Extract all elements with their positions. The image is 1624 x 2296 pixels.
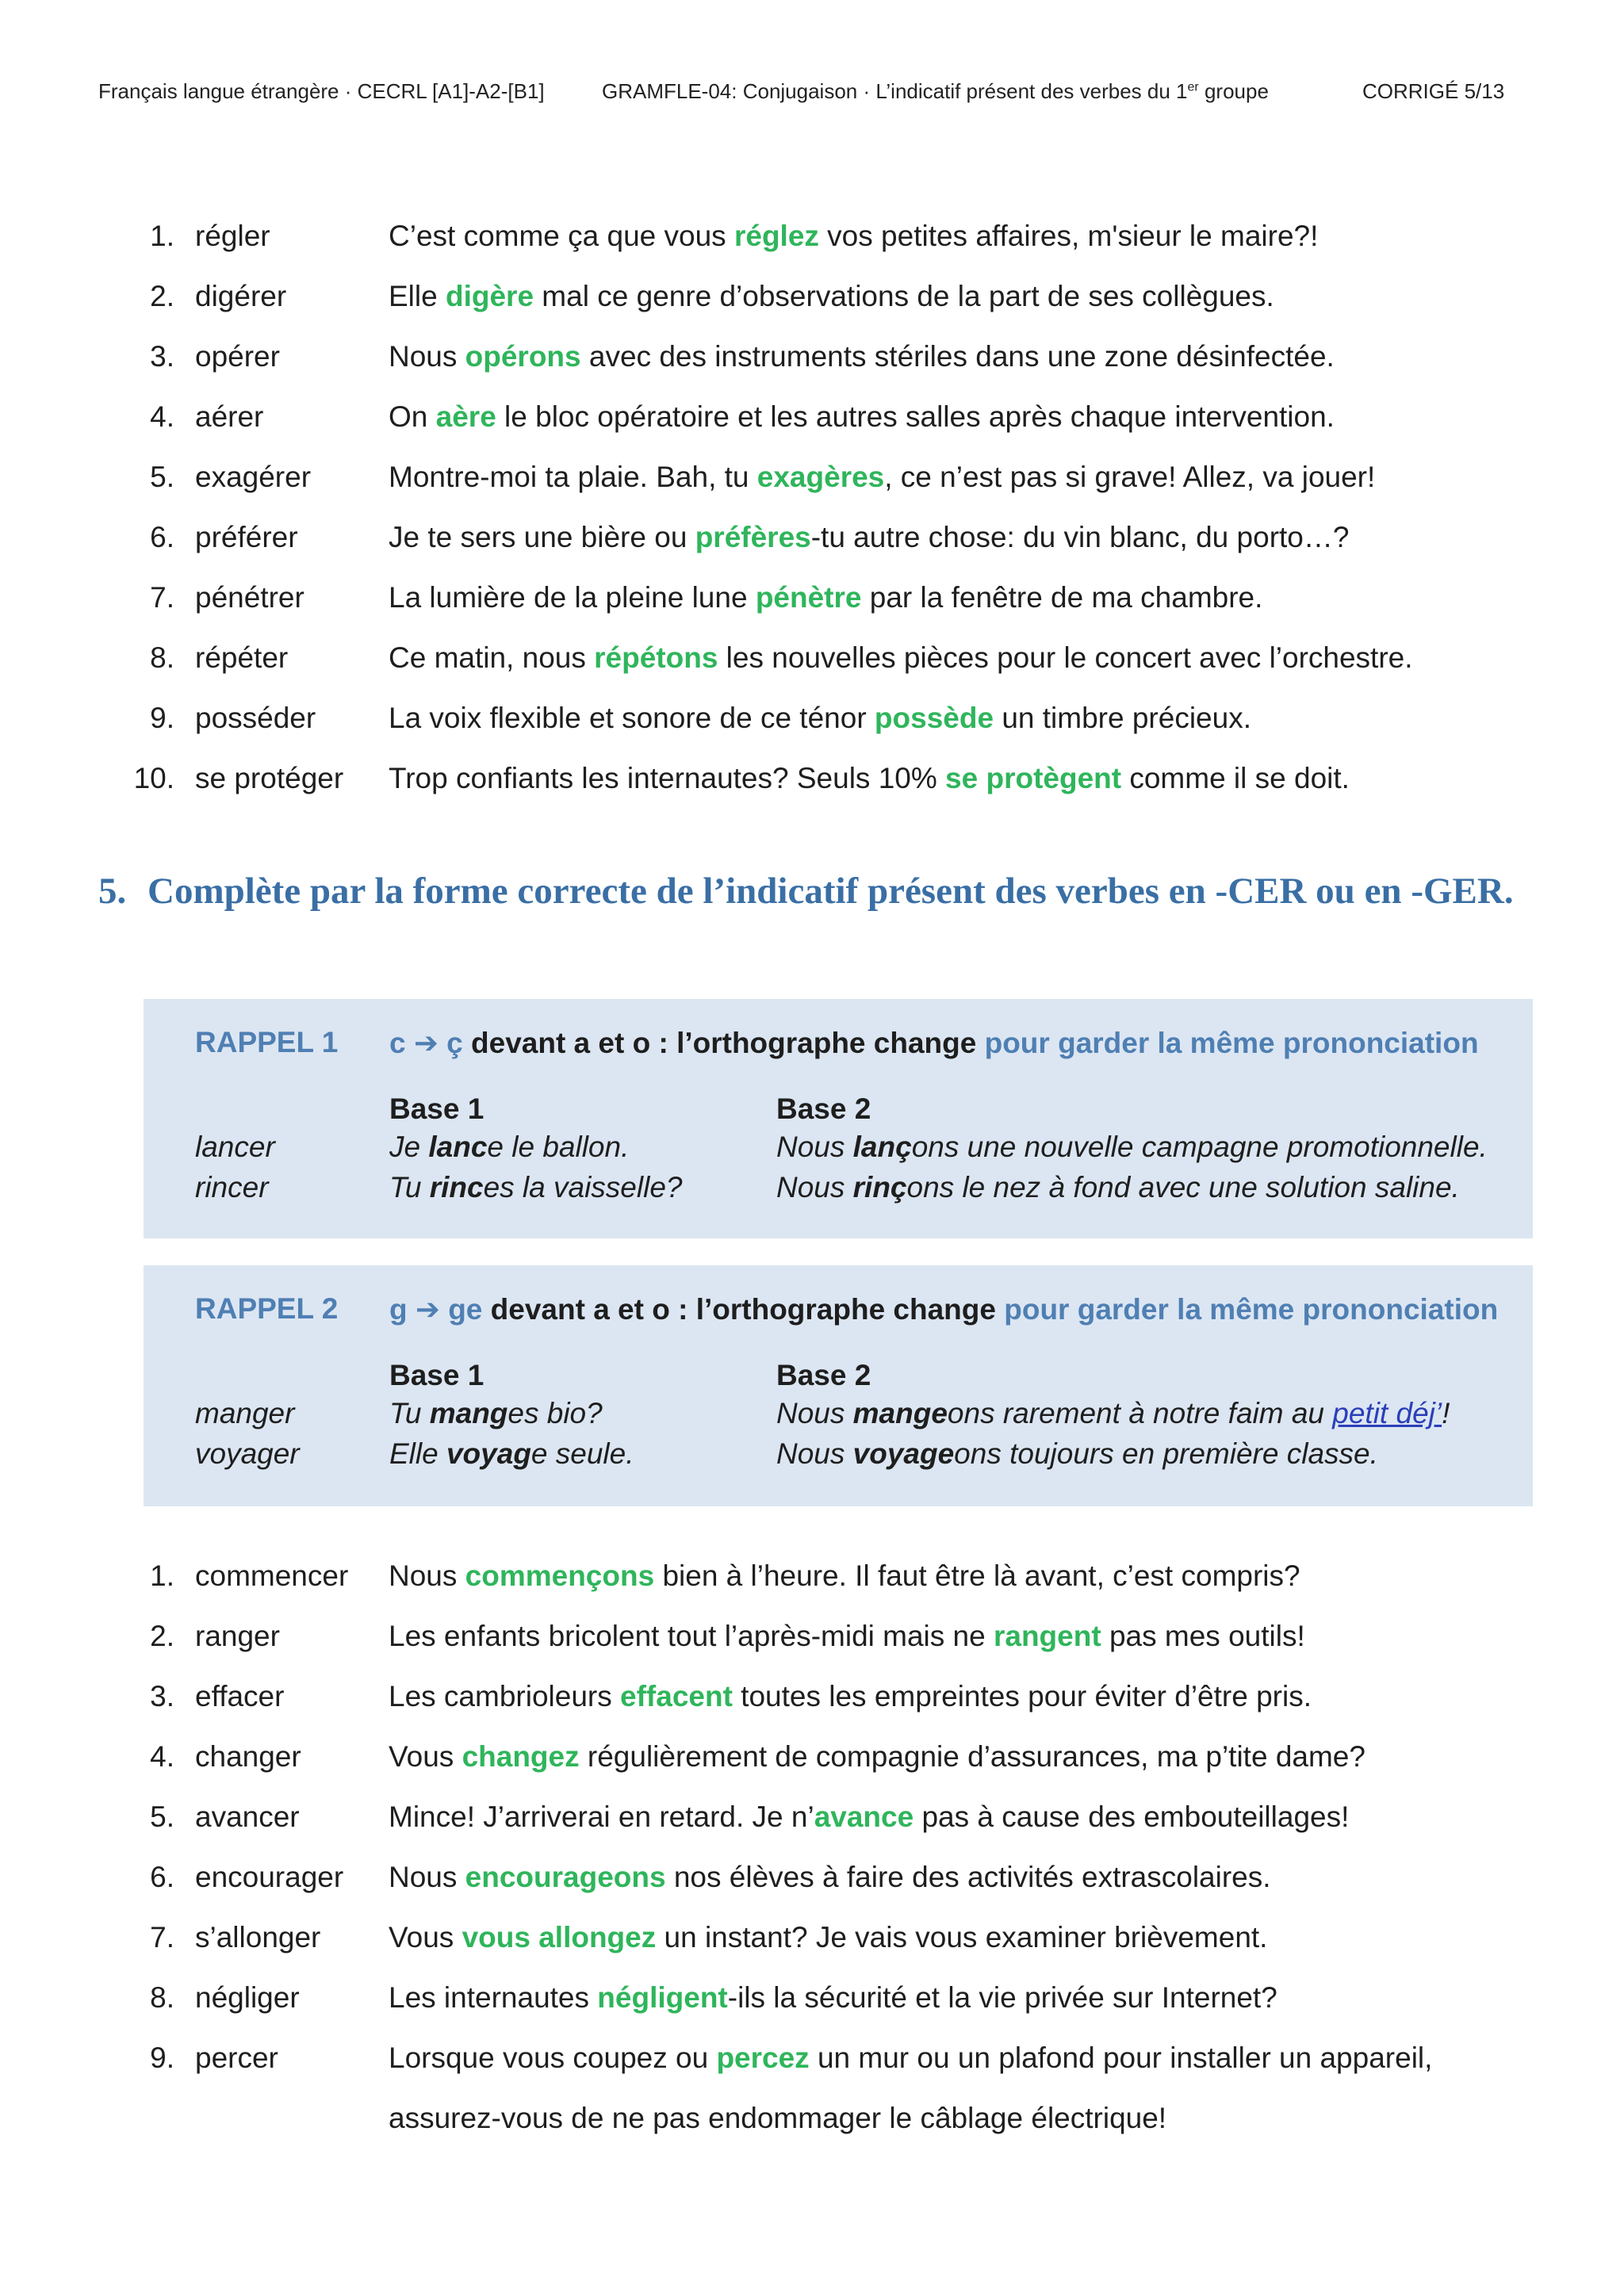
item-verb: s’allonger [195, 1921, 321, 1954]
rappel-1-box [144, 999, 1533, 1238]
answer-text: aère [435, 400, 496, 433]
item-sentence [389, 579, 1262, 617]
item-number: 4. [150, 400, 174, 433]
item-number: 9. [150, 2042, 174, 2074]
example-base1: Tu rinces la vaisselle? [389, 1171, 683, 1203]
answer-text: digère [445, 280, 534, 312]
answer-text: se protègent [945, 762, 1122, 794]
answer-text: changez [462, 1740, 580, 1773]
list-item [127, 398, 1522, 436]
example-base2: Nous voyageons toujours en première classe. [776, 1437, 1378, 1470]
item-verb: ranger [195, 1620, 280, 1652]
sentence-text: La lumière de la pleine lune [389, 581, 756, 614]
sentence-text: régulièrement de compagnie d’assurances, ma p’tite dame? [579, 1740, 1365, 1773]
example-stem: mang [429, 1397, 508, 1429]
item-sentence [389, 1678, 1312, 1716]
list-item [127, 1738, 1522, 1776]
petit-dej-link[interactable]: petit déj’ [1332, 1397, 1442, 1429]
item-verb: se protéger [195, 762, 344, 794]
item-sentence [389, 1858, 1271, 1896]
item-number: 5. [150, 461, 174, 493]
answer-text: encourageons [465, 1861, 666, 1893]
rappel-1-base1-heading: Base 1 [389, 1093, 485, 1125]
sentence-text: pas à cause des embouteillages! [914, 1800, 1350, 1833]
answer-text: effacent [620, 1680, 733, 1712]
answer-text: opérons [465, 340, 581, 373]
answer-text: rangent [993, 1620, 1101, 1652]
item-verb: préférer [195, 521, 298, 553]
sentence-text: Vous [389, 1921, 462, 1954]
example-verb: manger [195, 1397, 295, 1429]
example-stem: lanç [852, 1131, 912, 1163]
example-base2: Nous rinçons le nez à fond avec une solution saline. [776, 1171, 1460, 1203]
example-stem: voyage [852, 1437, 955, 1470]
item-verb: régler [195, 220, 270, 252]
example-verb: voyager [195, 1437, 300, 1470]
item-verb: commencer [195, 1559, 349, 1592]
item-number: 6. [150, 521, 174, 553]
arrow-right-icon: ➔ [413, 1027, 439, 1059]
item-sentence [389, 1798, 1349, 1836]
list-item [127, 1858, 1522, 1896]
example-verb: rincer [195, 1171, 269, 1203]
answer-text: commençons [465, 1559, 655, 1592]
item-verb: digérer [195, 280, 287, 312]
sentence-text: pas mes outils! [1101, 1620, 1305, 1652]
answer-text: percez [716, 2042, 810, 2074]
example-base1: Je lance le ballon. [389, 1131, 630, 1163]
item-sentence [389, 2039, 1432, 2077]
item-sentence [389, 458, 1375, 496]
sentence-text: Elle [389, 280, 446, 312]
rappel-1-base2-heading: Base 2 [776, 1093, 871, 1125]
item-sentence [389, 1738, 1365, 1776]
item-verb: négliger [195, 1981, 300, 2014]
answer-text: exagères [756, 461, 885, 493]
sentence-text: Mince! J’arriverai en retard. Je n’ [389, 1800, 814, 1833]
item-verb: opérer [195, 340, 280, 373]
list-item [127, 519, 1522, 557]
sentence-text: nos élèves à faire des activités extrascolaires. [665, 1861, 1271, 1893]
sentence-text: toutes les empreintes pour éviter d’être pris. [732, 1680, 1312, 1712]
sentence-text: avec des instruments stériles dans une zone désinfectée. [580, 340, 1335, 373]
rappel-2-label: RAPPEL 2 [195, 1292, 339, 1325]
sentence-text: par la fenêtre de ma chambre. [861, 581, 1263, 614]
item-verb: répéter [195, 641, 289, 674]
list-item [127, 760, 1522, 798]
header-unit: GRAMFLE-04: Conjugaison · L’indicatif présent des verbes du 1er groupe [602, 79, 1269, 103]
sentence-text: Les cambrioleurs [389, 1680, 621, 1712]
sentence-text: Je te sers une bière ou [389, 521, 695, 553]
rappel-2-base1-heading: Base 1 [389, 1359, 485, 1391]
sentence-text: Nous [389, 1861, 465, 1893]
example-stem: voyag [446, 1437, 531, 1470]
sentence-text: La voix flexible et sonore de ce ténor [389, 702, 875, 734]
item-verb: encourager [195, 1861, 344, 1893]
answer-text: vous allongez [462, 1921, 657, 1954]
sentence-text: le bloc opératoire et les autres salles après chaque intervention. [496, 400, 1335, 433]
answer-text: préfères [695, 521, 811, 553]
list-item [127, 1617, 1522, 1655]
list-item [127, 277, 1522, 316]
sentence-text: -tu autre chose: du vin blanc, du porto…? [810, 521, 1350, 553]
sentence-text: les nouvelles pièces pour le concert avec l’orchestre. [718, 641, 1413, 674]
item-sentence [389, 699, 1251, 737]
item-sentence [389, 1557, 1300, 1595]
item-number: 8. [150, 1981, 174, 2014]
rappel-2-box [144, 1265, 1533, 1506]
list-item [127, 1798, 1522, 1836]
item-verb: aérer [195, 400, 264, 433]
sentence-text: un mur ou un plafond pour installer un appareil, [809, 2042, 1433, 2074]
example-stem: mange [852, 1397, 948, 1429]
sentence-text: Lorsque vous coupez ou [389, 2042, 717, 2074]
item-number: 2. [150, 1620, 174, 1652]
header-page-number: CORRIGÉ 5/13 [1362, 79, 1505, 103]
sentence-text: Nous [389, 1559, 465, 1592]
item-number: 2. [150, 280, 174, 312]
item-verb: pénétrer [195, 581, 304, 614]
arrow-right-icon: ➔ [415, 1293, 440, 1326]
item-number: 6. [150, 1861, 174, 1893]
item-sentence [389, 398, 1335, 436]
sentence-text: Les internautes [389, 1981, 598, 2014]
list-item [127, 579, 1522, 617]
example-verb: lancer [195, 1131, 275, 1163]
sentence-text: Trop confiants les internautes? Seuls 10% [389, 762, 946, 794]
item-verb: effacer [195, 1680, 285, 1712]
item-number: 9. [150, 702, 174, 734]
header-course: Français langue étrangère · CECRL [A1]-A2-[B1] [98, 79, 545, 103]
example-base2: Nous mangeons rarement à notre faim au petit déj’! [776, 1397, 1450, 1429]
example-stem: rinc [429, 1171, 484, 1203]
sentence-text: Nous [389, 340, 465, 373]
item-number: 10. [133, 762, 174, 794]
item-verb: avancer [195, 1800, 300, 1833]
rappel-1-label: RAPPEL 1 [195, 1026, 339, 1058]
sentence-text: Les enfants bricolent tout l’après-midi mais ne [389, 1620, 994, 1652]
list-item [127, 1979, 1522, 2017]
item-sentence [389, 760, 1350, 798]
sentence-text: Vous [389, 1740, 462, 1773]
list-item [127, 2039, 1522, 2077]
item-number: 7. [150, 1921, 174, 1954]
sentence-text: assurez-vous de ne pas endommager le câblage électrique! [389, 2102, 1167, 2134]
example-base2: Nous lançons une nouvelle campagne promotionnelle. [776, 1131, 1488, 1163]
item-number: 5. [150, 1800, 174, 1833]
item-number: 4. [150, 1740, 174, 1773]
list-item-continuation [127, 2099, 1522, 2137]
item-sentence [389, 217, 1318, 255]
item-number: 1. [150, 1559, 174, 1592]
sentence-text: Ce matin, nous [389, 641, 595, 674]
sentence-text: comme il se doit. [1121, 762, 1350, 794]
rappel-2-rule: g ➔ ge devant a et o : l’orthographe change pour garder la même prononciation [389, 1293, 1499, 1326]
list-item [127, 458, 1522, 496]
rappel-2-base2-heading: Base 2 [776, 1359, 871, 1391]
sentence-text: , ce n’est pas si grave! Allez, va jouer! [884, 461, 1376, 493]
item-sentence [389, 277, 1274, 316]
list-item [127, 1678, 1522, 1716]
answer-text: réglez [733, 220, 819, 252]
rappel-1-rule: c ➔ ç devant a et o : l’orthographe change pour garder la même prononciation [389, 1027, 1479, 1059]
answer-text: négligent [597, 1981, 728, 2014]
item-sentence [389, 639, 1413, 677]
list-item [127, 1919, 1522, 1957]
list-item [127, 338, 1522, 376]
item-number: 3. [150, 1680, 174, 1712]
answer-text: possède [874, 702, 994, 734]
sentence-text: -ils la sécurité et la vie privée sur Internet? [727, 1981, 1277, 2014]
item-sentence [389, 519, 1349, 557]
item-verb: percer [195, 2042, 278, 2074]
answer-text: pénètre [755, 581, 862, 614]
example-stem: rinç [852, 1171, 907, 1203]
item-sentence [389, 1617, 1305, 1655]
item-number: 3. [150, 340, 174, 373]
item-sentence [389, 338, 1335, 376]
sentence-text: un timbre précieux. [994, 702, 1251, 734]
list-item [127, 699, 1522, 737]
item-verb: posséder [195, 702, 316, 734]
sentence-text: un instant? Je vais vous examiner brièvement. [656, 1921, 1268, 1954]
item-number: 1. [150, 220, 174, 252]
example-stem: lanc [428, 1131, 488, 1163]
sentence-text: bien à l’heure. Il faut être là avant, c’est compris? [654, 1559, 1300, 1592]
sentence-text: C’est comme ça que vous [389, 220, 734, 252]
item-verb: changer [195, 1740, 301, 1773]
item-verb: exagérer [195, 461, 312, 493]
item-number: 8. [150, 641, 174, 674]
example-base1: Elle voyage seule. [389, 1437, 634, 1470]
list-item [127, 639, 1522, 677]
list-item [127, 1557, 1522, 1595]
answer-text: avance [814, 1800, 914, 1833]
list-item [127, 217, 1522, 255]
item-sentence [389, 1919, 1267, 1957]
sentence-text: Montre-moi ta plaie. Bah, tu [389, 461, 757, 493]
sentence-text: On [389, 400, 436, 433]
example-base1: Tu manges bio? [389, 1397, 603, 1429]
sentence-text: vos petites affaires, m'sieur le maire?! [818, 220, 1319, 252]
item-sentence [389, 1979, 1277, 2017]
item-number: 7. [150, 581, 174, 614]
sentence-text: mal ce genre d’observations de la part de ses collègues. [534, 280, 1274, 312]
answer-text: répétons [594, 641, 718, 674]
